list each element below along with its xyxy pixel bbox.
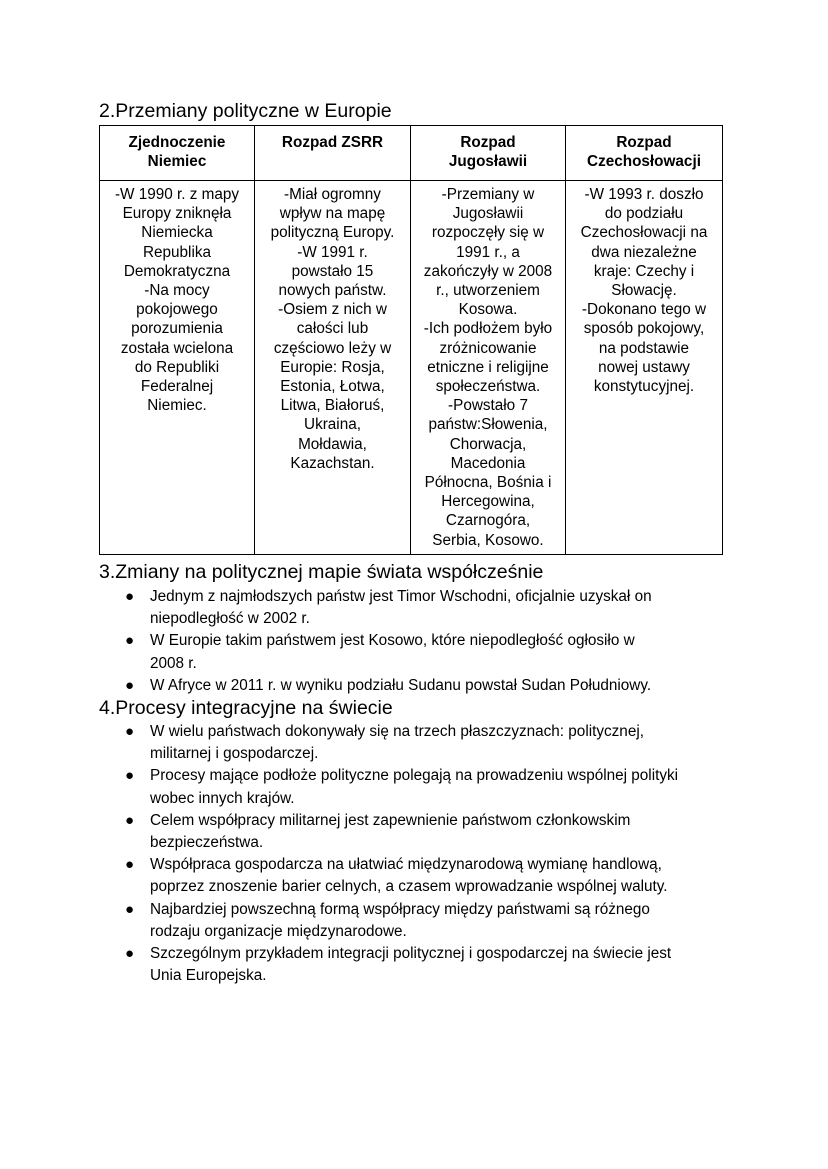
table-row (100, 181, 723, 555)
cell-text-line: społeczeństwa. (435, 378, 541, 396)
cell-text-line: Jugosławii (452, 205, 524, 223)
cell-text-line: -Powstało 7 (448, 397, 528, 415)
cell-text-line: do podziału (604, 205, 684, 223)
header-line: Rozpad ZSRR (281, 134, 384, 151)
table-cell-czechoslovakia (566, 181, 723, 555)
cell-text-line: r., utworzeniem (436, 282, 540, 300)
cell-text-line: -W 1990 r. z mapy (114, 186, 240, 203)
section-3-list-item (101, 630, 741, 674)
political-changes-table (99, 125, 723, 555)
header-line: Zjednoczenie (128, 134, 226, 151)
header-line: Niemiec (147, 153, 207, 171)
cell-text-line: Kosowa. (458, 301, 518, 319)
cell-text-line: -Przemiany w (441, 186, 535, 203)
list-item-line: Procesy mające podłoże polityczne polegają na prowadzeniu wspólnej polityki (150, 767, 679, 785)
cell-text-line: -W 1991 r. (297, 243, 368, 261)
section-4-list-item (101, 943, 761, 987)
cell-text-line: na podstawie (598, 339, 690, 357)
cell-text-line: -W 1993 r. doszło (584, 186, 704, 203)
header-line: Rozpad (616, 134, 672, 151)
cell-text-line: -Miał ogromny (284, 186, 381, 203)
cell-text-line: -Na mocy (144, 282, 210, 300)
header-line: Jugosławii (448, 153, 528, 171)
list-item-line: W Europie takim państwem jest Kosowo, które niepodległość ogłosiło w (150, 632, 635, 650)
list-item-line: W wielu państwach dokonywały się na trzech płaszczyznach: politycznej, (150, 723, 644, 740)
cell-text-line: -Ich podłożem było (423, 320, 553, 338)
cell-text-line: kraje: Czechy i (593, 262, 695, 280)
cell-text-line: Hercegowina, (441, 493, 535, 511)
section-4-list-item (101, 765, 761, 809)
list-item-line: 2008 r. (150, 654, 197, 672)
cell-text-line: państw:Słowenia, (428, 416, 548, 434)
cell-text-line: została wcielona (120, 339, 234, 357)
cell-text-line: do Republiki (134, 358, 220, 376)
table-cell-yugoslavia (411, 181, 566, 555)
cell-text-line: sposób pokojowy, (583, 320, 705, 338)
cell-text-line: Słowację. (611, 282, 677, 300)
cell-text-line: powstało 15 (291, 262, 374, 280)
bullet-icon: ● (125, 588, 135, 605)
cell-text-line: Kazachstan. (290, 454, 375, 472)
bullet-icon: ● (125, 945, 135, 963)
cell-text-line: Mołdawia, (298, 435, 367, 453)
list-item-line: Jednym z najmłodszych państw jest Timor Wschodni, oficjalnie uzyskał on (150, 588, 652, 605)
bullet-icon: ● (125, 811, 135, 829)
bullet-icon: ● (125, 856, 135, 874)
list-item-line: Współpraca gospodarcza na ułatwiać międzynarodową wymianę handlową, (150, 856, 662, 874)
table-cell-ussr (255, 181, 411, 555)
cell-text-line: nowych państw. (278, 282, 387, 300)
cell-text-line: częściowo leży w (273, 339, 392, 357)
list-item-line: Najbardziej powszechną formą współpracy między państwami są różnego (150, 900, 650, 918)
cell-text-line: Niemiec. (147, 397, 207, 415)
section-4-list-item (101, 810, 761, 854)
cell-text-line: rozpoczęły się w (431, 224, 545, 242)
header-yugoslavia-breakup (411, 126, 566, 181)
section-4-list-item (101, 721, 761, 765)
header-ussr-dissolution (255, 126, 411, 181)
cell-text-line: Serbia, Kosowo. (432, 531, 544, 549)
cell-text-line: Europy zniknęła (122, 205, 232, 223)
table-header-row (100, 126, 723, 181)
cell-text-line: pokojowego (136, 301, 218, 319)
cell-text-line: Chorwacja, (449, 435, 527, 453)
cell-text-line: całości lub (296, 320, 369, 338)
cell-text-line: konstytucyjnej. (593, 378, 695, 396)
cell-text-line: Ukraina, (304, 416, 361, 434)
list-item-line: Unia Europejska. (150, 967, 267, 985)
list-item-line: bezpieczeństwa. (150, 834, 264, 852)
cell-text-line: zakończyły w 2008 (423, 262, 553, 280)
header-germany-reunification (100, 126, 255, 181)
section-4-heading: 4.Procesy integracyjne na świecie (99, 697, 393, 719)
cell-text-line: Republika (142, 243, 212, 261)
cell-text-line: etniczne i religijne (427, 358, 549, 376)
cell-text-line: -Dokonano tego w (581, 301, 707, 319)
table-cell-germany (100, 181, 255, 555)
list-item-line: Celem współpracy militarnej jest zapewnienie państwom członkowskim (150, 811, 631, 829)
cell-text-line: Federalnej (140, 378, 214, 396)
cell-text-line: -Osiem z nich w (278, 301, 387, 319)
section-2-heading: 2.Przemiany polityczne w Europie (99, 100, 392, 122)
section-3-list-item (101, 586, 741, 630)
section-3-list-item (101, 675, 741, 697)
bullet-icon: ● (125, 900, 135, 918)
header-line: Rozpad (460, 134, 516, 151)
list-item-line: poprzez znoszenie barier celnych, a czasem wprowadzanie wspólnej waluty. (150, 878, 668, 896)
cell-text-line: Czarnogóra, (445, 512, 531, 530)
list-item-line: militarnej i gospodarczej. (150, 745, 319, 763)
cell-text-line: Litwa, Białoruś, (280, 397, 385, 415)
section-3-list (101, 586, 741, 697)
section-4-list (101, 721, 761, 987)
cell-text-line: Demokratyczna (123, 262, 231, 280)
section-4-list-item (101, 854, 761, 898)
cell-text-line: nowej ustawy (598, 358, 690, 376)
cell-text-line: Macedonia (450, 454, 526, 472)
section-3-heading: 3.Zmiany na politycznej mapie świata współcześnie (99, 561, 544, 583)
cell-text-line: porozumienia (131, 320, 223, 338)
cell-text-line: Estonia, Łotwa, (280, 378, 385, 396)
cell-text-line: wpływ na mapę (279, 205, 386, 223)
section-4-list-item (101, 899, 761, 943)
list-item-line: W Afryce w 2011 r. w wyniku podziału Sudanu powstał Sudan Południowy. (150, 676, 652, 694)
list-item-line: wobec innych krajów. (150, 789, 295, 807)
bullet-icon: ● (125, 723, 135, 740)
bullet-icon: ● (125, 767, 135, 785)
cell-text-line: Europie: Rosja, (280, 358, 385, 376)
list-item-line: Szczególnym przykładem integracji politycznej i gospodarczej na świecie jest (150, 945, 672, 963)
header-line: Czechosłowacji (587, 153, 701, 171)
bullet-icon: ● (125, 632, 135, 650)
cell-text-line: Północna, Bośnia i (424, 474, 552, 492)
bullet-icon: ● (125, 676, 135, 694)
cell-text-line: dwa niezależne (591, 243, 697, 261)
header-czechoslovakia-breakup (566, 126, 723, 181)
cell-text-line: zróżnicowanie (439, 339, 537, 357)
list-item-line: niepodległość w 2002 r. (150, 610, 310, 628)
cell-text-line: Niemiecka (141, 224, 213, 242)
list-item-line: rodzaju organizacje międzynarodowe. (150, 922, 407, 940)
cell-text-line: Czechosłowacji na (580, 224, 708, 242)
cell-text-line: 1991 r., a (456, 243, 520, 261)
cell-text-line: polityczną Europy. (270, 224, 395, 242)
